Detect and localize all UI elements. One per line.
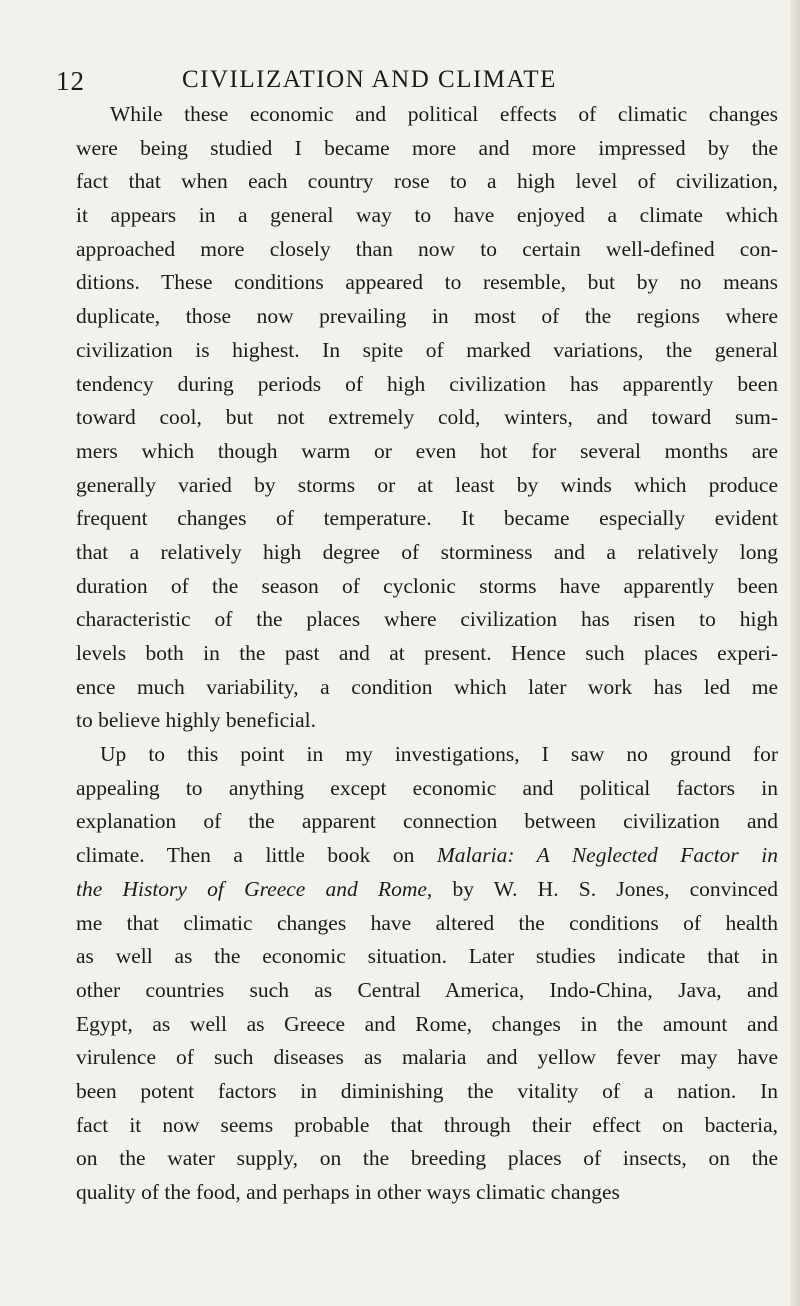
page-edge-shadow xyxy=(790,0,800,1306)
text-line: virulence of such diseases as malaria and yellow fever may have xyxy=(76,1045,778,1070)
text-line: quality of the food, and perhaps in other ways climatic changes xyxy=(76,1180,620,1204)
text-line: fact that when each country rose to a high level of civilization, xyxy=(76,169,778,194)
text-segment: climate. Then a little book on xyxy=(76,843,415,868)
text-line: appealing to anything except economic and political factors in xyxy=(76,775,778,800)
text-line: characteristic of the places where civilization has risen to high xyxy=(76,607,778,632)
text-line: Egypt, as well as Greece and Rome, changes in the amount and xyxy=(76,1011,778,1036)
text-line: me that climatic changes have altered the conditions of health xyxy=(76,910,778,935)
text-line: mers which though warm or even hot for several months are xyxy=(76,438,778,463)
text-line: levels both in the past and at present. Hence such places experi- xyxy=(76,641,778,665)
text-line-with-italic xyxy=(76,839,778,873)
text-line: generally varied by storms or at least by winds which produce xyxy=(76,472,778,497)
running-title: CIVILIZATION AND CLIMATE xyxy=(182,66,557,93)
body-text xyxy=(76,98,778,1210)
text-line: frequent changes of temperature. It became especially evident xyxy=(76,506,778,531)
text-line: approached more closely than now to certain well-defined con- xyxy=(76,236,778,261)
text-line: that a relatively high degree of storminess and a relatively long xyxy=(76,539,778,564)
italic-book-title: the History of Greece and Rome, xyxy=(76,876,433,901)
text-line: duplicate, those now prevailing in most of the regions where xyxy=(76,304,778,329)
text-line: While these economic and political effects of climatic changes xyxy=(110,102,778,126)
text-line: civilization is highest. In spite of marked variations, the general xyxy=(76,337,778,362)
text-line-with-italic xyxy=(76,873,778,907)
text-line: duration of the season of cyclonic storms have apparently been xyxy=(76,573,778,598)
text-line: were being studied I became more and more impressed by the xyxy=(76,135,778,160)
text-line: on the water supply, on the breeding places of insects, on the xyxy=(76,1146,778,1171)
text-line: been potent factors in diminishing the vitality of a nation. In xyxy=(76,1078,778,1103)
text-line: other countries such as Central America, Indo-China, Java, and xyxy=(76,977,778,1002)
italic-book-title: Malaria: A Neglected Factor in xyxy=(436,843,779,868)
text-line: Up to this point in my investigations, I saw no ground for xyxy=(100,742,778,767)
text-line: ence much variability, a condition which later work has led me xyxy=(76,674,778,699)
page-number: 12 xyxy=(56,66,85,96)
text-line: ditions. These conditions appeared to resemble, but by no means xyxy=(76,270,778,295)
text-line: toward cool, but not extremely cold, winters, and toward sum- xyxy=(76,405,778,430)
text-line: fact it now seems probable that through their effect on bacteria, xyxy=(76,1112,778,1137)
text-segment: by W. H. S. Jones, convinced xyxy=(432,876,778,901)
text-line: to believe highly beneficial. xyxy=(76,708,316,733)
text-line: as well as the economic situation. Later studies indicate that in xyxy=(76,944,778,969)
text-line: tendency during periods of high civilization has apparently been xyxy=(76,371,778,396)
text-line: explanation of the apparent connection between civilization and xyxy=(76,809,778,834)
text-line: it appears in a general way to have enjoyed a climate which xyxy=(76,203,778,228)
